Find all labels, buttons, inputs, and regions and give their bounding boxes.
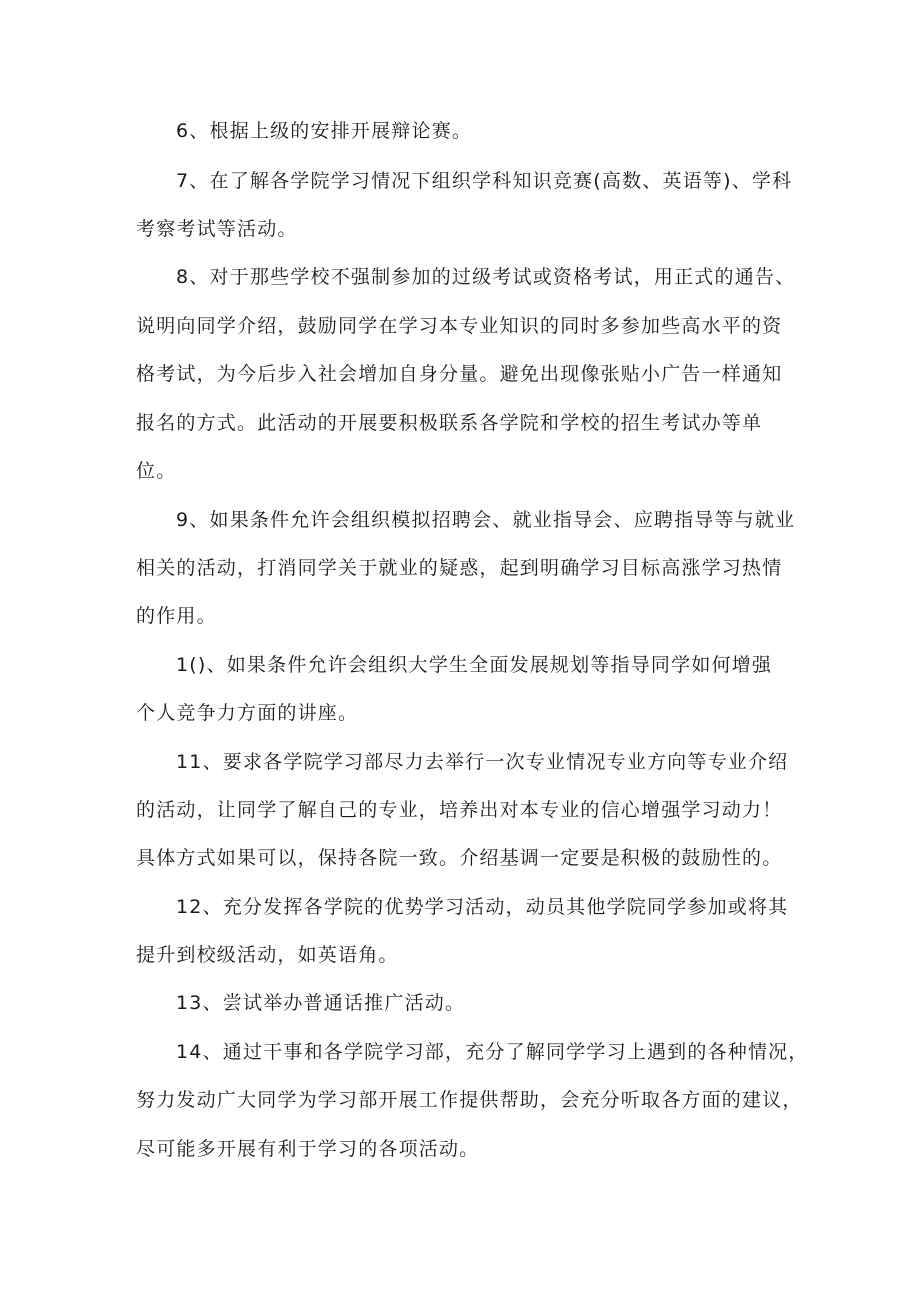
paragraph-6-line-1: 6、根据上级的安排开展辩论赛。 xyxy=(176,120,473,142)
paragraph-8-line-5: 位。 xyxy=(136,460,177,482)
paragraph-7-line-2: 考察考试等活动。 xyxy=(136,218,298,240)
paragraph-14-line-2: 努力发动广大同学为学习部开展工作提供帮助，会充分听取各方面的建议， xyxy=(136,1089,803,1111)
paragraph-8-line-1: 8、对于那些学校不强制参加的过级考试或资格考试，用正式的通告、 xyxy=(176,266,796,288)
paragraph-14-line-1: 14、通过干事和各学院学习部，充分了解同学学习上遇到的各种情况， xyxy=(176,1041,809,1063)
paragraph-14-line-3: 尽可能多开展有利于学习的各项活动。 xyxy=(136,1138,480,1160)
paragraph-8-line-4: 报名的方式。此活动的开展要积极联系各学院和学校的招生考试办等单 xyxy=(136,412,763,434)
paragraph-9-line-3: 的作用。 xyxy=(136,605,217,627)
paragraph-11-line-2: 的活动，让同学了解自己的专业，培养出对本专业的信心增强学习动力！ xyxy=(136,799,783,821)
paragraph-8-line-3: 格考试，为今后步入社会增加自身分量。避免出现像张贴小广告一样通知 xyxy=(136,363,783,385)
paragraph-11-line-3: 具体方式如果可以，保持各院一致。介绍基调一定要是积极的鼓励性的。 xyxy=(136,847,783,869)
paragraph-12-line-1: 12、充分发挥各学院的优势学习活动，动员其他学院同学参加或将其 xyxy=(176,896,789,918)
paragraph-10-line-1: 1()、如果条件允许会组织大学生全面发展规划等指导同学如何增强 xyxy=(176,654,773,676)
paragraph-11-line-1: 11、要求各学院学习部尽力去举行一次专业情况专业方向等专业介绍 xyxy=(176,751,789,773)
paragraph-12-line-2: 提升到校级活动，如英语角。 xyxy=(136,944,399,966)
paragraph-9-line-2: 相关的活动，打消同学关于就业的疑惑，起到明确学习目标高涨学习热情 xyxy=(136,557,783,579)
paragraph-8-line-2: 说明向同学介绍，鼓励同学在学习本专业知识的同时多参加些高水平的资 xyxy=(136,315,783,337)
paragraph-9-line-1: 9、如果条件允许会组织模拟招聘会、就业指导会、应聘指导等与就业 xyxy=(176,509,796,531)
paragraph-10-line-2: 个人竞争力方面的讲座。 xyxy=(136,702,359,724)
paragraph-7-line-1: 7、在了解各学院学习情况下组织学科知识竞赛(高数、英语等)、学科 xyxy=(176,170,793,192)
paragraph-13-line-1: 13、尝试举办普通话推广活动。 xyxy=(176,992,466,1014)
